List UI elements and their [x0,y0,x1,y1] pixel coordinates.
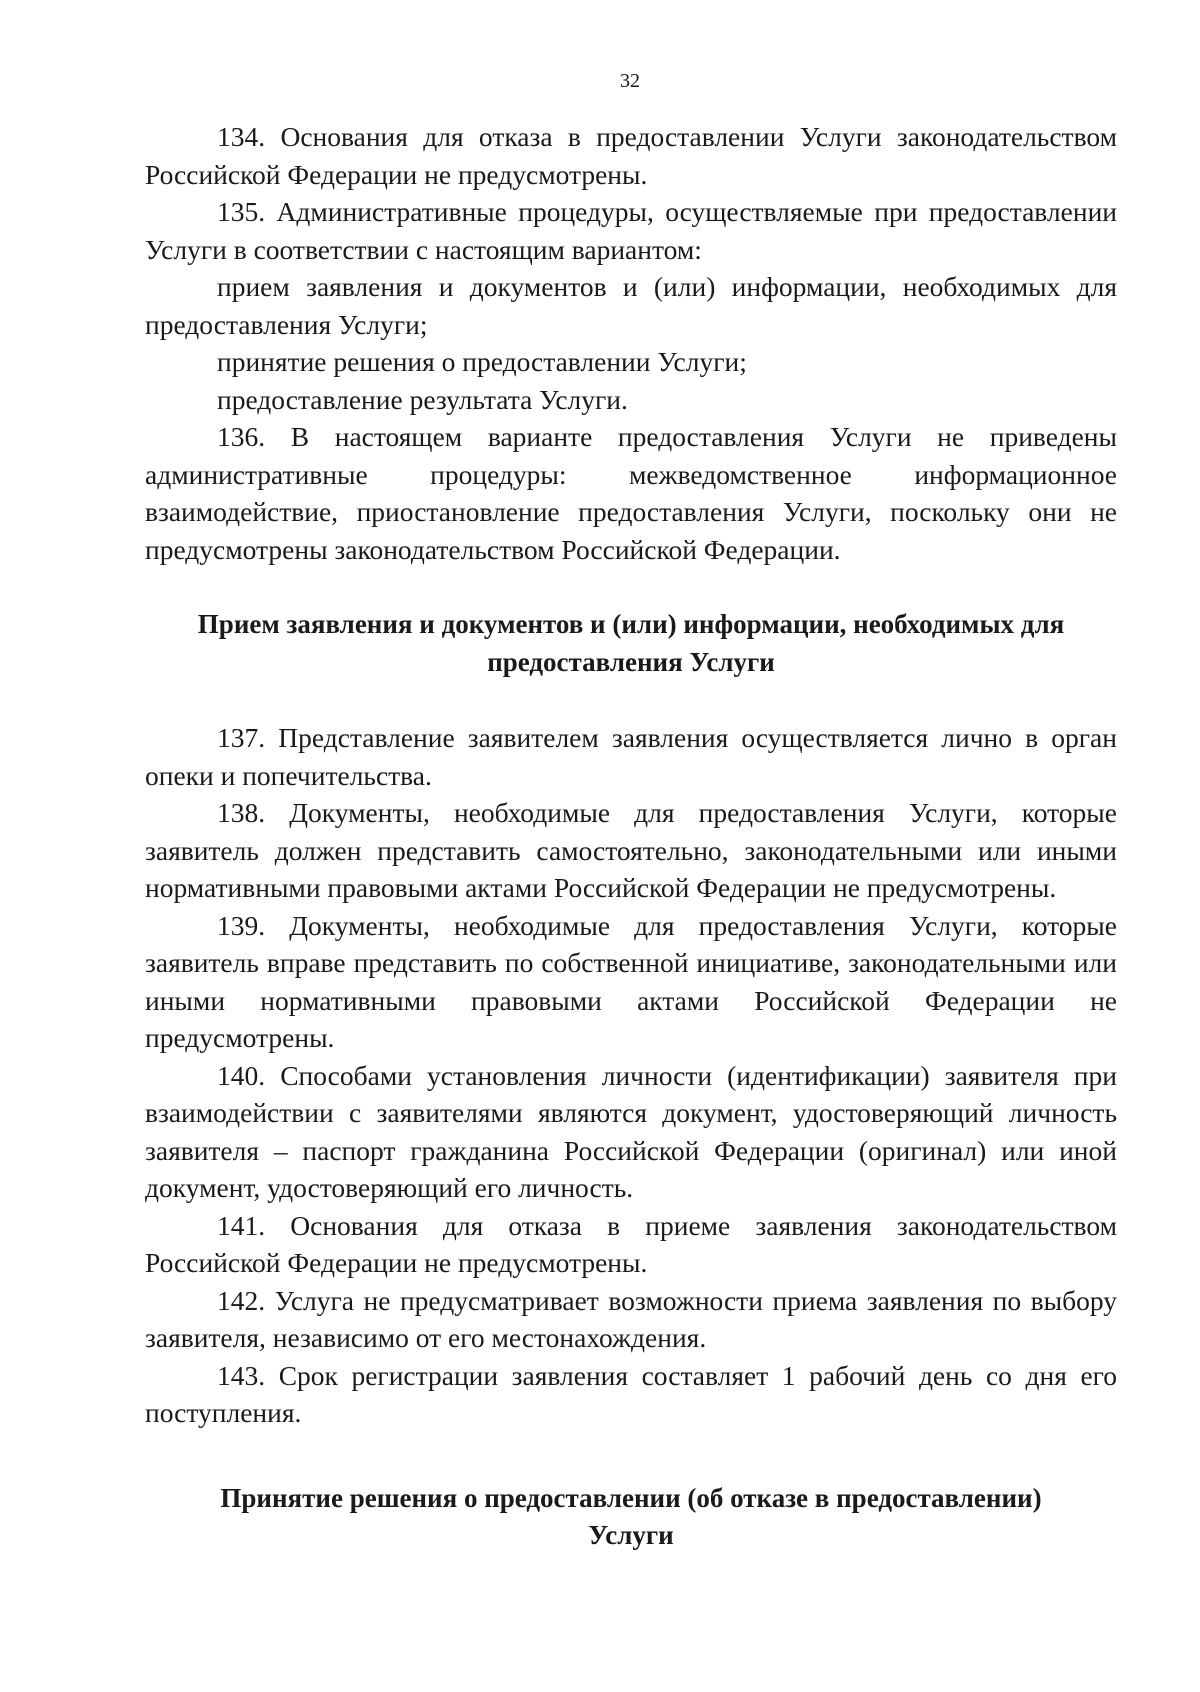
section-heading-reception: Прием заявления и документов и (или) информации, необходимых для предоставления Услуги [197,609,1065,677]
paragraph-134: 134. Основания для отказа в предоставлении Услуги законодательством Российской Федерации не предусмотрены. [145,121,1117,190]
section-heading-decision: Принятие решения о предоставлении (об отказе в предоставлении) Услуги [220,1482,1042,1550]
list-item-reception: прием заявления и документов и (или) информации, необходимых для предоставления Услуги; [145,271,1117,340]
list-item-result: предоставление результата Услуги. [217,383,628,415]
paragraph-140: 140. Способами установления личности (идентификации) заявителя при взаимодействии с заявителями являются документ, удостоверяющий личность заявителя – паспорт гражданина Российской Федерации (оригинал) или иной документ, удостоверяющий его личность. [145,1059,1117,1203]
paragraph-138: 138. Документы, необходимые для предоставления Услуги, которые заявитель должен представить самостоятельно, законодательными или иными нормативными правовыми актами Российской Федерации не предусмотрены. [145,797,1117,903]
paragraph-142: 142. Услуга не предусматривает возможности приема заявления по выбору заявителя, независимо от его местонахождения. [145,1284,1117,1353]
page-number: 32 [620,70,640,92]
paragraph-136: 136. В настоящем варианте предоставления Услуги не приведены административные процедуры: межведомственное информационное взаимодействие, приостановление предоставления Услуги, поскольку они не предусмотрены законодательством Российской Федерации. [145,421,1117,565]
paragraph-137: 137. Представление заявителем заявления осуществляется лично в орган опеки и попечительства. [145,722,1117,791]
paragraph-135: 135. Административные процедуры, осуществляемые при предоставлении Услуги в соответствии с настоящим вариантом: [145,196,1117,265]
list-item-decision: принятие решения о предоставлении Услуги; [217,346,747,377]
paragraph-139: 139. Документы, необходимые для предоставления Услуги, которые заявитель вправе представить по собственной инициативе, законодательными или иными нормативными правовыми актами Российской Федерации не предусмотрены. [145,909,1117,1053]
paragraph-143: 143. Срок регистрации заявления составляет 1 рабочий день со дня его поступления. [145,1359,1117,1428]
paragraph-141: 141. Основания для отказа в приеме заявления законодательством Российской Федерации не предусмотрены. [145,1209,1117,1278]
document-body [145,118,1117,1555]
